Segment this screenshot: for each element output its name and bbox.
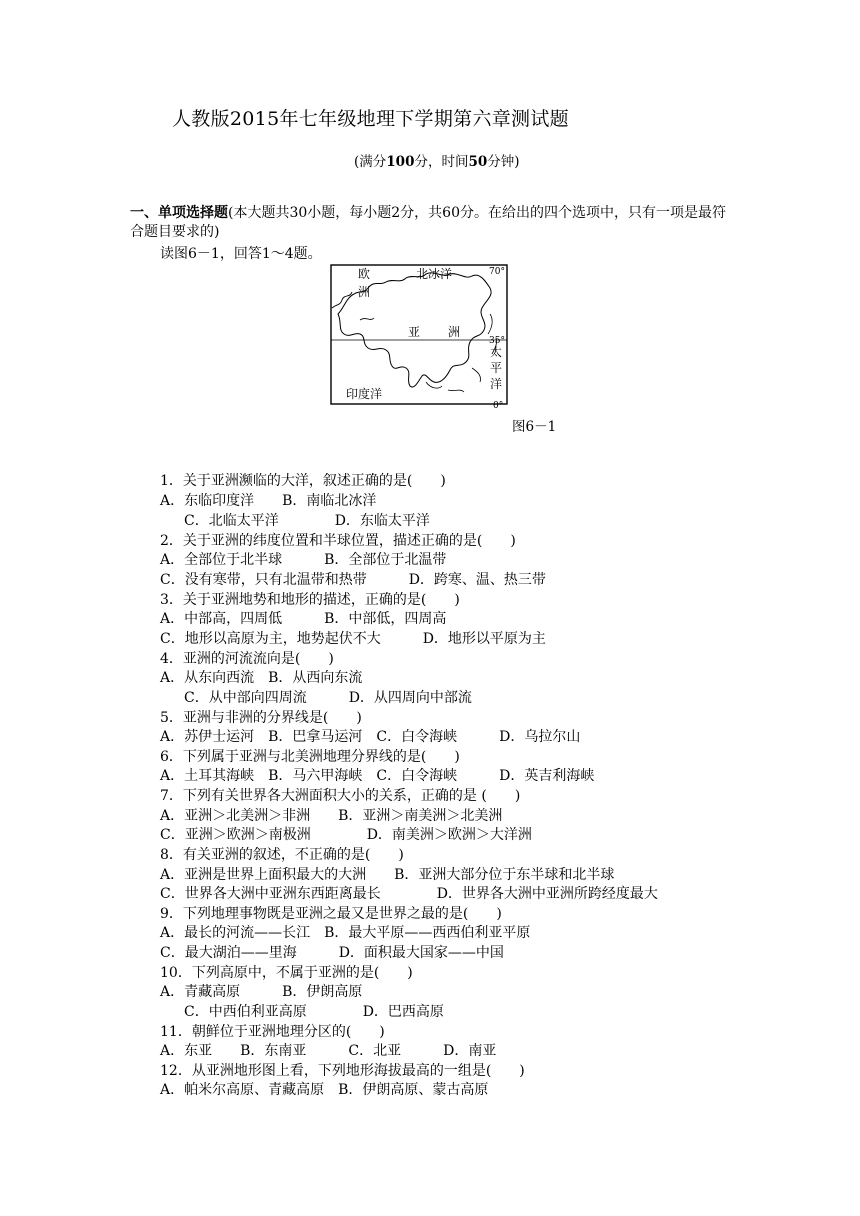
asia-map-figure <box>330 264 508 426</box>
subtitle-mid: 分，时间 <box>414 154 469 170</box>
label-pacific-2: 平 <box>490 361 503 375</box>
answer-options-line: C．最大湖泊——里海 D．面积最大国家——中国 <box>160 945 504 961</box>
label-indian-ocean: 印度洋 <box>346 387 383 401</box>
answer-options-line: A．东临印度洋 B．南临北冰洋 <box>160 493 377 509</box>
label-asia-2: 洲 <box>448 325 461 339</box>
question-stem: 4．亚洲的河流流向是( ) <box>160 651 334 667</box>
label-europe-2: 洲 <box>358 285 371 299</box>
answer-options-line: C．地形以高原为主，地势起伏不大 D．地形以平原为主 <box>160 631 546 647</box>
subtitle-pre: (满分 <box>354 154 387 170</box>
section-description: (本大题共30小题，每小题2分，共60分。在给出的四个选项中，只有一项是最符合题目要求的) <box>130 205 726 240</box>
answer-options-line: A．亚洲是世界上面积最大的大洲 B．亚洲大部分位于东半球和北半球 <box>160 867 615 883</box>
answer-options-line: A．全部位于北半球 B．全部位于北温带 <box>160 552 447 568</box>
label-arctic-ocean: 北冰洋 <box>416 267 453 281</box>
answer-options-line: A．从东向西流 B．从西向东流 <box>160 670 363 686</box>
answer-options-line: A．帕米尔高原、青藏高原 B．伊朗高原、蒙古高原 <box>160 1082 489 1098</box>
answer-options-line: C．从中部向四周流 D．从四周向中部流 <box>184 690 472 706</box>
answer-options-line: C．没有寒带，只有北温带和热带 D．跨寒、温、热三带 <box>160 572 546 588</box>
total-score: 100 <box>386 154 415 170</box>
answer-options-line: A．最长的河流——长江 B．最大平原——西西伯利亚平原 <box>160 925 531 941</box>
question-stem: 5．亚洲与非洲的分界线是( ) <box>160 710 362 726</box>
exam-subtitle <box>354 150 520 170</box>
label-lat-0: 0° <box>493 401 504 411</box>
question-stem: 10．下列高原中，不属于亚洲的是( ) <box>160 965 413 981</box>
answer-options-line: A．苏伊士运河 B．巴拿马运河 C．白令海峡 D．乌拉尔山 <box>160 729 581 745</box>
answer-options-line: A．中部高，四周低 B．中部低，四周高 <box>160 611 447 627</box>
section-heading: 一、单项选择题 <box>130 205 228 221</box>
answer-options-line: A．青藏高原 B．伊朗高原 <box>160 984 363 1000</box>
answer-options-line: A．亚洲＞北美洲＞非洲 B．亚洲＞南美洲＞北美洲 <box>160 808 503 824</box>
answer-options-line: C．中西伯利亚高原 D．巴西高原 <box>184 1004 444 1020</box>
question-stem: 7．下列有关世界各大洲面积大小的关系，正确的是 ( ) <box>160 788 521 804</box>
read-prompt: 读图6－1，回答1～4题。 <box>160 246 322 262</box>
figure-caption: 图6－1 <box>512 419 557 435</box>
label-lat-70: 70° <box>489 267 505 277</box>
label-pacific-3: 洋 <box>490 377 503 391</box>
answer-options-line: C．亚洲＞欧洲＞南极洲 D．南美洲＞欧洲＞大洋洲 <box>160 827 532 843</box>
subtitle-post: 分钟) <box>487 154 520 170</box>
answer-options-line: A．东亚 B．东南亚 C．北亚 D．南亚 <box>160 1043 497 1059</box>
question-stem: 3．关于亚洲地势和地形的描述，正确的是( ) <box>160 592 460 608</box>
question-stem: 12．从亚洲地形图上看，下列地形海拔最高的一组是( ) <box>160 1063 525 1079</box>
answer-options-line: C．北临太平洋 D．东临太平洋 <box>184 513 430 529</box>
question-stem: 6．下列属于亚洲与北美洲地理分界线的是( ) <box>160 749 460 765</box>
label-pacific-1: 太 <box>490 345 503 359</box>
label-asia-1: 亚 <box>408 325 421 339</box>
label-lat-35: 35° <box>489 336 505 346</box>
question-stem: 1．关于亚洲濒临的大洋，叙述正确的是( ) <box>160 473 446 489</box>
question-stem: 2．关于亚洲的纬度位置和半球位置，描述正确的是( ) <box>160 533 516 549</box>
section-instructions <box>130 204 730 242</box>
answer-options-line: A．土耳其海峡 B．马六甲海峡 C．白令海峡 D．英吉利海峡 <box>160 768 595 784</box>
question-stem: 11．朝鲜位于亚洲地理分区的( ) <box>160 1024 385 1040</box>
time-minutes: 50 <box>468 154 488 170</box>
label-europe-1: 欧 <box>358 267 371 281</box>
question-stem: 9．下列地理事物既是亚洲之最又是世界之最的是( ) <box>160 906 502 922</box>
page-title: 人教版2015年七年级地理下学期第六章测试题 <box>172 108 569 130</box>
answer-options-line: C．世界各大洲中亚洲东西距离最长 D．世界各大洲中亚洲所跨经度最大 <box>160 886 658 902</box>
question-stem: 8．有关亚洲的叙述，不正确的是( ) <box>160 847 404 863</box>
asia-map <box>330 264 508 426</box>
